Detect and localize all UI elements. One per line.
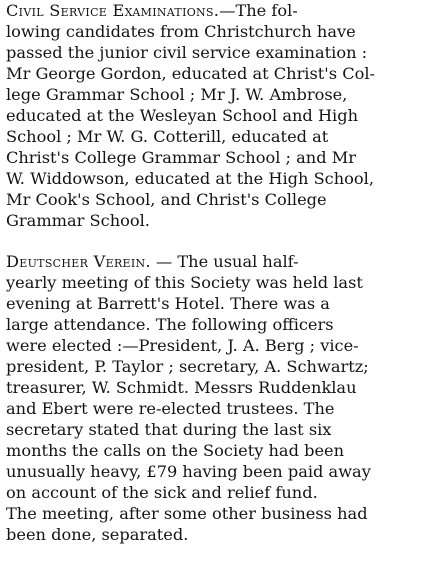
- article-text: —The fol-: [219, 1, 298, 20]
- article-line: secretary stated that during the last six: [6, 420, 332, 439]
- article-line: large attendance. The following officers: [6, 315, 334, 334]
- article-heading: Deutscher Verein.: [6, 252, 151, 271]
- article-text: — The usual half-: [150, 252, 299, 271]
- article-line: on account of the sick and relief fund.: [6, 483, 318, 502]
- article-line: W. Widdowson, educated at the High School,: [6, 169, 374, 188]
- article-line: [6, 251, 299, 272]
- article-line: been done, separated.: [6, 525, 189, 544]
- article-line: passed the junior civil service examination :: [6, 43, 368, 62]
- article-line: months the calls on the Society had been: [6, 441, 345, 460]
- article-line: president, P. Taylor ; secretary, A. Schwartz;: [6, 357, 369, 376]
- article-line: educated at the Wesleyan School and High: [6, 106, 359, 125]
- article-line: yearly meeting of this Society was held last: [6, 273, 363, 292]
- article-line: unusually heavy, £79 having been paid away: [6, 462, 371, 481]
- article-line: School ; Mr W. G. Cotterill, educated at: [6, 127, 329, 146]
- article-line: Mr Cook's School, and Christ's College: [6, 190, 327, 209]
- article-line: Grammar School.: [6, 211, 150, 230]
- article-line: evening at Barrett's Hotel. There was a: [6, 294, 330, 313]
- article-line: The meeting, after some other business had: [6, 504, 368, 523]
- article-line: Mr George Gordon, educated at Christ's Col-: [6, 64, 375, 83]
- article-line: and Ebert were re-elected trustees. The: [6, 399, 335, 418]
- article-line: lowing candidates from Christchurch have: [6, 22, 356, 41]
- article-line: lege Grammar School ; Mr J. W. Ambrose,: [6, 85, 348, 104]
- article-heading: Civil Service Examinations.: [6, 1, 220, 20]
- article-line: were elected :—President, J. A. Berg ; vice-: [6, 336, 359, 355]
- article-line: treasurer, W. Schmidt. Messrs Ruddenklau: [6, 378, 357, 397]
- article-line: [6, 0, 298, 21]
- article-line: Christ's College Grammar School ; and Mr: [6, 148, 357, 167]
